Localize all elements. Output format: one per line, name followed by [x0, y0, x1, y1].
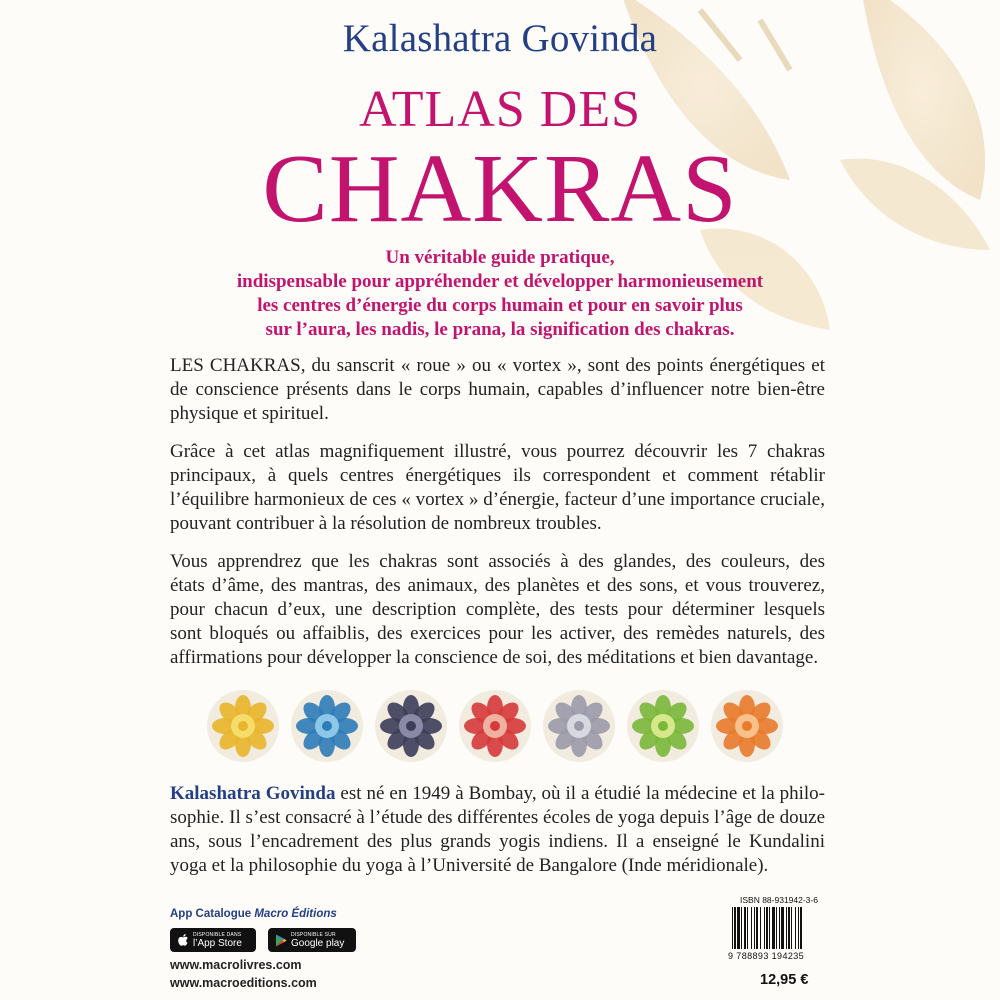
app-title-prefix: App Catalogue [170, 908, 255, 920]
paragraph-line: sophie. Il s’est consacré à l’étude des différentes écoles de yoga depuis l’âge de douze [170, 807, 825, 828]
barcode [728, 907, 832, 951]
paragraph-atlas [170, 440, 825, 536]
paragraph-line: physique et spirituel. [170, 403, 329, 424]
chakra-svadhisthana-icon [625, 688, 701, 764]
chakra-manipura-icon [541, 688, 617, 764]
paragraph-line: pouvant contribuer à la résolution de nombreux troubles. [170, 513, 602, 534]
author-bio [170, 782, 825, 878]
google-play-icon [275, 934, 287, 947]
paragraph-line: affirmations pour développer la conscience de soi, des méditations et bien davantage. [170, 647, 819, 668]
chakra-muladhara-icon [709, 688, 785, 764]
paragraph-line [170, 782, 825, 806]
googleplay-small-label: DISPONIBLE SUR [291, 931, 336, 938]
googleplay-label: Google play [291, 937, 345, 949]
bio-text: est né en 1949 à Bombay, où il a étudié la médecine et la philo- [335, 783, 826, 804]
price: 12,95 € [760, 972, 809, 988]
paragraph-intro [170, 354, 825, 426]
title-line-1: ATLAS DES [358, 81, 642, 138]
bio-author-name: Kalashatra Govinda [170, 783, 336, 804]
app-store-badge[interactable] [170, 928, 256, 952]
tagline-line: Un véritable guide pratique, [385, 247, 615, 268]
paragraph-line: l’équilibre harmonieux de ces « vortex » d’énergie, facteur d’une importance cruciale, [170, 489, 825, 510]
app-catalogue-title [170, 908, 337, 920]
paragraph-line: états d’âme, des mantras, des animaux, des planètes et des sons, et vous trouverez, [170, 575, 825, 596]
website-link[interactable]: www.macroeditions.com [170, 976, 317, 990]
paragraph-line: yoga et la philosophie du yoga à l’Université de Bangalore (Inde méridionale). [170, 855, 769, 876]
paragraph-line: principaux, à quels centres énergétiques ils correspondent et comment rétablir [170, 465, 825, 486]
paragraph-line: pour chacun d’eux, une description complète, des tests pour déterminer lesquels [170, 599, 825, 620]
author-name: Kalashatra Govinda [342, 17, 658, 60]
tagline-line: les centres d’énergie du corps humain et pour en savoir plus [257, 295, 743, 316]
chakra-anahata-icon [457, 688, 533, 764]
chakra-vishuddha-icon [373, 688, 449, 764]
chakra-sahasrara-icon [205, 688, 281, 764]
app-title-brand: Macro Éditions [254, 908, 337, 920]
chakra-ajna-icon [289, 688, 365, 764]
tagline-line: sur l’aura, les nadis, le prana, la signification des chakras. [265, 319, 735, 340]
paragraph-line: ans, sous l’encadrement des plus grands yogis indiens. Il a enseigné le Kundalini [170, 831, 825, 852]
paragraph-line: Grâce à cet atlas magnifiquement illustré, vous pourrez découvrir les 7 chakras [170, 441, 825, 462]
appstore-small-label: DISPONIBLE DANS [193, 931, 242, 938]
paragraph-line: Vous apprendrez que les chakras sont associés à des glandes, des couleurs, des [170, 551, 825, 572]
isbn-label: ISBN 88-931942-3-6 [740, 895, 818, 905]
tagline-line: indispensable pour appréhender et développer harmonieusement [236, 271, 764, 292]
chakra-illustrations [205, 688, 795, 768]
paragraph-line: de conscience présents dans le corps humain, capables d’influencer notre bien-être [170, 379, 825, 400]
title-line-2: CHAKRAS [262, 135, 738, 243]
tagline [180, 246, 820, 342]
barcode-number: 9 788893 194235 [728, 951, 805, 961]
paragraph-line: sont bloqués ou affaiblis, des exercices pour les activer, des remèdes naturels, des [170, 623, 825, 644]
paragraph-line: LES CHAKRAS, du sanscrit « roue » ou « vortex », sont des points énergétiques et [170, 355, 825, 376]
appstore-label: l’App Store [193, 937, 242, 949]
paragraph-details [170, 550, 825, 670]
website-link[interactable]: www.macrolivres.com [170, 958, 302, 972]
apple-icon [177, 933, 189, 947]
google-play-badge[interactable] [268, 928, 356, 952]
